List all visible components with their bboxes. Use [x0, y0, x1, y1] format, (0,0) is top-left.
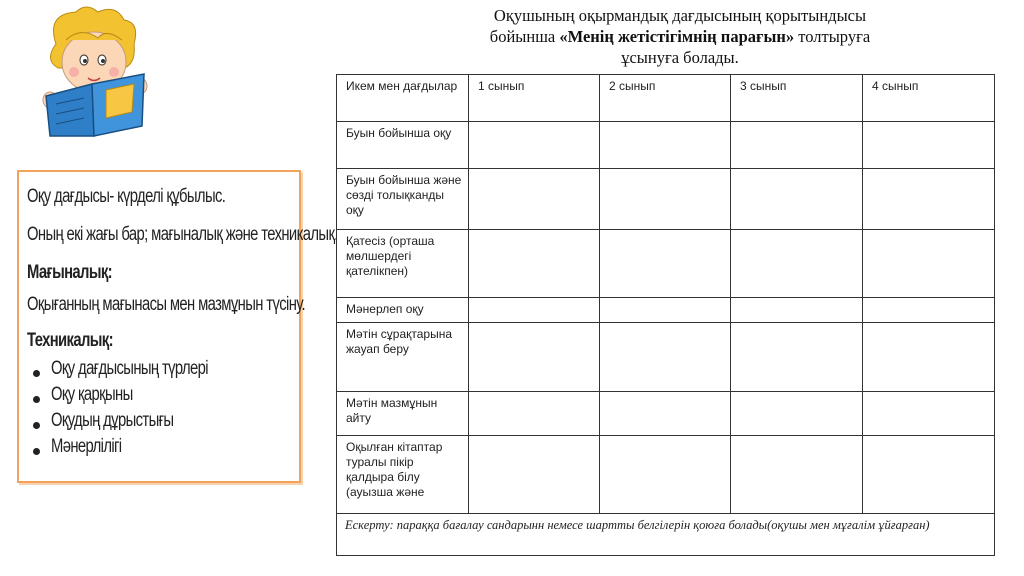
table-header-cell: Икем мен дағдылар [337, 75, 469, 122]
grade-cell[interactable] [469, 169, 600, 230]
grade-cell[interactable] [731, 436, 863, 514]
semantic-section-text: Оқығанның мағынасы мен мазмұнын түсіну. [27, 294, 306, 315]
technical-section-title: Техникалық: [27, 330, 113, 351]
info-line-1: Оқу дағдысы- күрделі құбылыс. [27, 186, 226, 207]
table-row [337, 323, 995, 392]
grade-cell[interactable] [863, 230, 995, 298]
grade-cell[interactable] [731, 298, 863, 323]
grade-cell[interactable] [600, 436, 731, 514]
table-row [337, 392, 995, 436]
grade-cell[interactable] [469, 298, 600, 323]
grade-cell[interactable] [600, 323, 731, 392]
grade-cell[interactable] [863, 169, 995, 230]
grade-cell[interactable] [863, 323, 995, 392]
heading-line-3: ұсынуға болады. [621, 48, 739, 67]
grade-cell[interactable] [731, 169, 863, 230]
grade-cell[interactable] [600, 169, 731, 230]
page-heading [440, 5, 920, 68]
bullet-dot-icon [33, 396, 40, 403]
skill-cell: Қатесіз (орташа мөлшердегі қателікпен) [337, 230, 469, 298]
child-reading-book-illustration [36, 4, 154, 139]
table-note: Ескерту: параққа бағалау сандарынн немесе шартты белгілерін қоюға болады(оқушы мен мұғалім ұйғарған) [337, 514, 995, 556]
heading-line-2 [440, 26, 920, 47]
grade-cell[interactable] [863, 298, 995, 323]
achievement-sheet-table [336, 74, 995, 556]
table-note-row [337, 514, 995, 556]
grade-cell[interactable] [600, 298, 731, 323]
table-row [337, 436, 995, 514]
grade-cell[interactable] [469, 436, 600, 514]
grade-cell[interactable] [600, 122, 731, 169]
grade-cell[interactable] [469, 122, 600, 169]
reading-skill-info-box [17, 170, 338, 483]
grade-cell[interactable] [731, 230, 863, 298]
table-header-cell: 4 сынып [863, 75, 995, 122]
info-line-2: Оның екі жағы бар; мағыналық және техникалық. [27, 224, 338, 245]
grade-cell[interactable] [731, 323, 863, 392]
heading-line-1: Оқушының оқырмандық дағдысының қорытындысы [493, 6, 867, 25]
grade-cell[interactable] [731, 392, 863, 436]
grade-cell[interactable] [469, 392, 600, 436]
grade-cell[interactable] [863, 122, 995, 169]
bullet-dot-icon [33, 370, 40, 377]
heading-line-2-prefix: бойынша [489, 27, 560, 46]
bullet-item: Оқудың дұрыстығы [51, 410, 174, 431]
skill-cell: Буын бойынша және сөзді толықканды оқу [337, 169, 469, 230]
grade-cell[interactable] [600, 392, 731, 436]
skill-cell: Оқылған кітаптар туралы пікір қалдыра білу (ауызша және [337, 436, 469, 514]
table-row [337, 230, 995, 298]
table-header-cell: 3 сынып [731, 75, 863, 122]
grade-cell[interactable] [600, 230, 731, 298]
skill-cell: Мәнерлеп оқу [337, 298, 469, 323]
bullet-dot-icon [33, 422, 40, 429]
table-header-cell: 2 сынып [600, 75, 731, 122]
table-row [337, 169, 995, 230]
grade-cell[interactable] [731, 122, 863, 169]
skill-cell: Мәтін мазмұнын айту [337, 392, 469, 436]
grade-cell[interactable] [469, 323, 600, 392]
bullet-item: Оқу дағдысының түрлері [51, 358, 208, 379]
skill-cell: Мәтін сұрақтарына жауап беру [337, 323, 469, 392]
bullet-item: Мәнерлілігі [51, 436, 122, 457]
grade-cell[interactable] [469, 230, 600, 298]
semantic-section-title: Мағыналық: [27, 262, 112, 283]
heading-line-2-suffix: толтыруға [794, 27, 871, 46]
heading-sheet-title: «Менің жетістігімнің парағын» [559, 27, 795, 46]
table-header-row [337, 75, 995, 122]
bullet-item: Оқу қарқыны [51, 384, 133, 405]
grade-cell[interactable] [863, 392, 995, 436]
table-row [337, 122, 995, 169]
table-row [337, 298, 995, 323]
skill-cell: Буын бойынша оқу [337, 122, 469, 169]
table-header-cell: 1 сынып [469, 75, 600, 122]
bullet-dot-icon [33, 448, 40, 455]
grade-cell[interactable] [863, 436, 995, 514]
